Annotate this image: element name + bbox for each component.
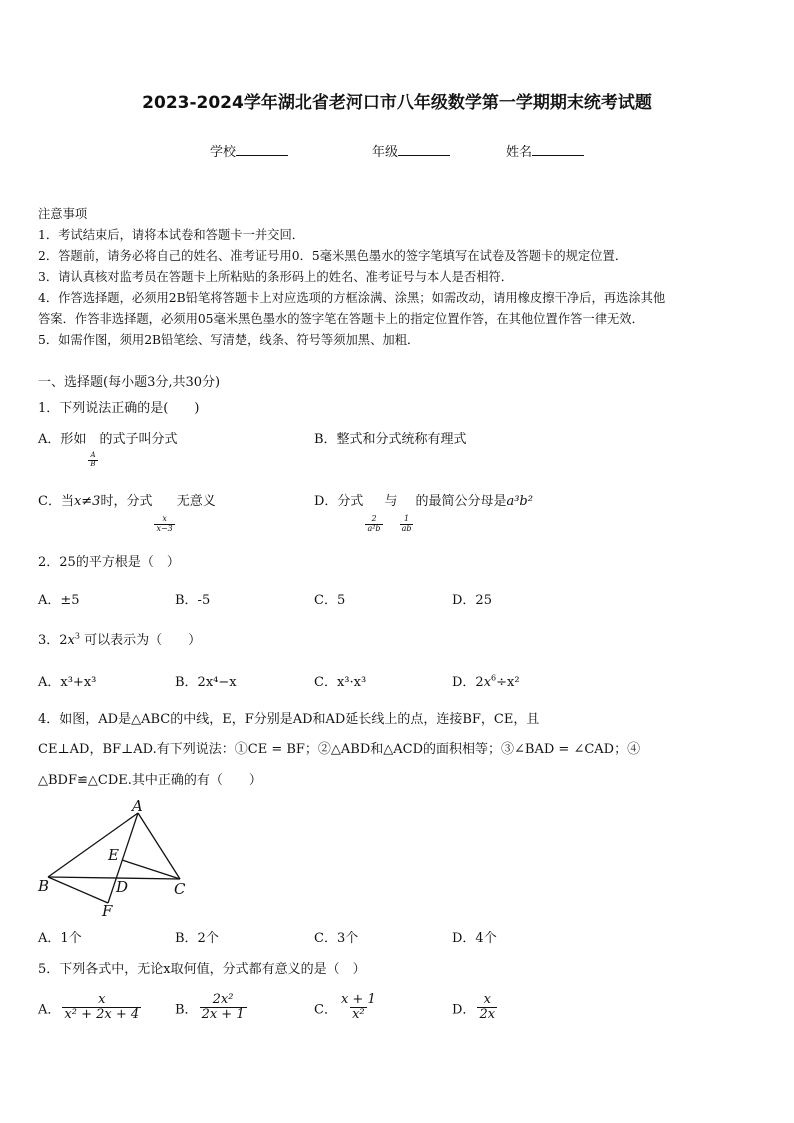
q5-stem: 5．下列各式中，无论x取何值，分式都有意义的是（ ） (38, 962, 366, 977)
q3-option-a[interactable]: A．x³+x³ (38, 675, 97, 690)
q3-option-b[interactable]: B．2x⁴−x (175, 675, 237, 690)
q2-option-b[interactable]: B．-5 (175, 593, 211, 608)
fraction: $\frac{A}{B}$ (90, 451, 96, 468)
fraction: $\frac{\text{2x²}}{2x + 1}$ (201, 992, 245, 1023)
q5-option-b[interactable]: B． $\frac{\text{2x²}}{2x + 1}$ (175, 992, 245, 1023)
q5-option-d[interactable]: D． $\frac{x}{2x}$ (452, 992, 496, 1023)
notice-item: 2．答题前，请务必将自己的姓名、准考证号用0．5毫米黑色墨水的签字笔填写在试卷及答题卡的规定位置． (38, 249, 628, 263)
q2-stem: 2．25的平方根是（ ） (38, 555, 180, 570)
label-d: D (116, 878, 129, 896)
name-field (506, 141, 584, 160)
q1-stem: 1．下列说法正确的是( ) (38, 401, 200, 416)
grade-field (372, 141, 450, 160)
q2-option-a[interactable]: A．±5 (38, 593, 80, 608)
segment-bc (48, 877, 180, 879)
q4-stem-line2: CE⊥AD，BF⊥AD.有下列说法：①CE = BF；②△ABD和△ACD的面积相等；③∠BAD = ∠CAD；④ (38, 742, 641, 757)
q2-option-c[interactable]: C．5 (314, 593, 346, 608)
q4-triangle-figure (34, 795, 204, 920)
school-blank[interactable] (236, 143, 288, 156)
q4-option-a[interactable]: A．1个 (38, 931, 82, 946)
label-f: F (102, 902, 113, 920)
label-c: C (174, 880, 186, 898)
q4-option-d[interactable]: D．4个 (452, 931, 497, 946)
q3-option-c[interactable]: C．x³·x³ (314, 675, 367, 690)
fraction: $\frac{x + 1}{\text{x²}}$ (340, 992, 376, 1023)
fraction: $\frac{1}{ab}$ (401, 514, 412, 533)
q2-option-d[interactable]: D．25 (452, 593, 492, 608)
label-a: A (132, 797, 143, 815)
q4-stem-line3: △BDF≌△CDE.其中正确的有（ ） (38, 773, 262, 788)
q5-option-a[interactable]: A． $\frac{x}{\text{x² + 2x + 4}}$ (38, 992, 140, 1023)
segment-ab (48, 813, 138, 877)
section-heading: 一、选择题(每小题3分,共30分) (38, 375, 221, 390)
segment-ac (138, 813, 180, 879)
fraction: $\frac{x}{x-3}$ (156, 514, 173, 533)
grade-label: 年级 (372, 145, 399, 160)
segment-bf (48, 877, 108, 903)
q4-option-c[interactable]: C．3个 (314, 931, 359, 946)
name-label: 姓名 (506, 145, 533, 160)
q1-option-d[interactable]: D．分式 $\frac{2}{\text{a²b}}$ 与 $\frac{1}{ab}$ 的最简公分母是a³b² (314, 494, 533, 533)
label-b: B (38, 877, 50, 895)
q3-option-d[interactable]: D．$2x^6\div x^2$ (452, 673, 520, 690)
grade-blank[interactable] (398, 143, 450, 156)
page-title: 2023-2024学年湖北省老河口市八年级数学第一学期期末统考试题 (142, 93, 652, 113)
fraction: $\frac{2}{\text{a²b}}$ (367, 514, 381, 533)
notice-item: 3．请认真核对监考员在答题卡上所粘贴的条形码上的姓名、准考证号与本人是否相符． (38, 270, 514, 284)
school-field (210, 141, 288, 160)
fraction: $\frac{x}{2x}$ (479, 992, 496, 1023)
notice-item: 答案．作答非选择题，必须用05毫米黑色墨水的签字笔在答题卡上的指定位置作答，在其他位置作答一律无效． (38, 312, 644, 326)
q5-option-c[interactable]: C． $\frac{x + 1}{\text{x²}}$ (314, 992, 376, 1023)
q3-stem: 3．$2x^3$ 可以表示为（ ） (38, 631, 202, 648)
notice-item: 5．如需作图，须用2B铅笔绘、写清楚，线条、符号等须加黑、加粗． (38, 333, 420, 347)
notice-item: 4．作答选择题，必须用2B铅笔将答题卡上对应选项的方框涂满、涂黑；如需改动，请用橡皮擦干净后，再选涂其他 (38, 291, 666, 305)
q1-option-a[interactable]: A．形如 $\frac{A}{B}$ 的式子叫分式 (38, 432, 178, 468)
segment-ce (122, 860, 180, 879)
q4-option-b[interactable]: B．2个 (175, 931, 219, 946)
notice-item: 1．考试结束后，请将本试卷和答题卡一并交回． (38, 228, 305, 242)
label-e: E (108, 846, 119, 864)
q1-option-c[interactable]: C．当x≠3时，分式 $\frac{x}{x-3}$ 无意义 (38, 494, 216, 533)
school-label: 学校 (210, 145, 237, 160)
fraction: $\frac{x}{\text{x² + 2x + 4}}$ (64, 992, 140, 1023)
q1-option-b[interactable]: B．整式和分式统称有理式 (314, 432, 467, 447)
q4-stem-line1: 4．如图，AD是△ABC的中线，E，F分别是AD和AD延长线上的点，连接BF，CE，且 (38, 712, 540, 727)
name-blank[interactable] (532, 143, 584, 156)
notice-heading: 注意事项 (38, 207, 88, 221)
